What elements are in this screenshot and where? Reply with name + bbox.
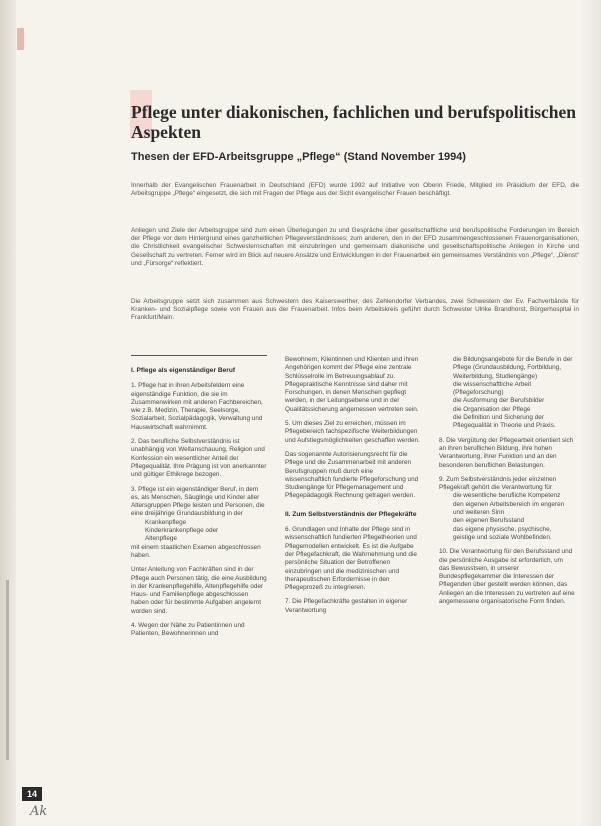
thesis-item: mit einem staatlichen Examen abgeschlossen haben.	[131, 543, 261, 559]
list-item: die Organisation der Pflege	[453, 405, 531, 413]
thesis-item: 3. Pflege ist ein eigenständiger Beruf, in dem es, als Menschen, Säuglinge und Kinder aller Altersgruppen Pflege leisten und Personen, die eine dreijährige Grundausbildung in der	[131, 485, 265, 518]
binding-stripe	[6, 580, 9, 760]
list-item: Altenpflege	[145, 535, 177, 543]
list-item: die Ausformung der Berufsbilder	[453, 397, 545, 405]
list-item: die wesentliche berufliche Kompetenz	[453, 492, 561, 500]
thesis-item: 4. Wegen der Nähe zu Patientinnen und Patienten, Bewohnerinnen und	[131, 622, 245, 638]
list-item: Kinderkrankenpflege oder	[145, 527, 219, 535]
thesis-item: 8. Die Vergütung der Pflegearbeit orientiert sich an ihren beruflichen Bildung, ihre hohen Verantwortung, ihrer Funktion und an den besonderen beruflichen Belastungen.	[439, 436, 574, 469]
thesis-item: 6. Grundlagen und Inhalte der Pflege sind in wissenschaftlich fundierten Pflegetheorien und Pflegemodellen entwickelt. Es ist die Aufgabe der Pflegefachkraft, die Wahrnehmung und die persönliche Situation der Betroffenen einzubringen und die medizinischen und therapeutischen Erfordernisse in den Pflegeprozeß zu integrieren.	[285, 526, 417, 592]
thesis-item: 9. Zum Selbstverständnis jeder einzelnen Pflegekraft gehört die Verantwortung für	[439, 475, 557, 492]
list-item: die Definition und Sicherung der Pflegequalität in Theorie und Praxis.	[453, 414, 556, 430]
section-heading: II. Zum Selbstverständnis der Pflegekräfte	[285, 510, 417, 518]
thesis-item: 7. Die Pflegefachkräfte gestalten in eigener Verantwortung	[285, 598, 408, 614]
list-item: Krankenpflege	[145, 518, 187, 526]
list-item: das eigene physische, psychische, geistige und soziale Wohlbefinden.	[453, 525, 552, 541]
column-1	[131, 367, 267, 645]
intro-paragraph-2: Anliegen und Ziele der Arbeitsgruppe sind zum einen Überlegungen zu und Gespräche über gesellschaftliche und berufspolitische Forderungen im Bereich der Pflege vor dem Hintergrund eines ganzheitlichen Pflegeverständnisses; zum anderen, den in der EFD zusammengeschlossenen Frauenorganisationen, die Christlichkeit evangelischer Schwesternschaften mit einzubringen und gemeinsam diakonische und gesellschaftspolitische Anliegen in Kirche und Gesellschaft zu vertreten. Ferner wird im Blick auf neuere Ansätze und Entwicklungen in der Frauenarbeit ein gemeinsames Verständnis von „Pflege“, „Dienst“ und „Fürsorge“ reflektiert.	[131, 227, 579, 267]
list-item: die Bildungsangebote für die Berufe in der Pflege (Grundausbildung, Fortbildung, Weiterbildung, Studiengänge)	[453, 356, 573, 380]
section-rule	[131, 355, 267, 356]
handwritten-note: Ak	[30, 804, 48, 819]
thesis-item: Unter Anleitung von Fachkräften sind in der Pflege auch Personen tätig, die eine Ausbildung in der Krankenpflegehilfe, Altenpflegehilfe oder Haus- und Familienpflege abgeschlossen haben oder für bestimmte Aufgaben angelernt worden sind.	[131, 566, 267, 615]
intro-paragraph-1: Innerhalb der Evangelischen Frauenarbeit in Deutschland (EFD) wurde 1992 auf Initiative von Oberin Friede, Mitglied im Präsidium der EFD, die Arbeitsgruppe „Pflege“ eingesetzt, die sich mit Fragen der Pflege aus der Sicht evangelischer Frauen beschäftigt.	[131, 182, 579, 198]
list-item: die wissenschaftliche Arbeit (Pflegeforschung)	[453, 380, 532, 397]
page-binding-edge	[0, 0, 16, 826]
section-heading: I. Pflege als eigenständiger Beruf	[131, 367, 236, 374]
list-item: den eigenen Berufsstand	[453, 517, 525, 525]
thesis-item: 5. Um dieses Ziel zu erreichen, müssen im Pflegebereich fachspezifische Weiterbildungen und Aufstiegsmöglichkeiten geschaffen werden.	[285, 420, 420, 444]
red-corner-mark	[17, 28, 24, 50]
page-number: 14	[22, 787, 42, 801]
page-title: Pflege unter diakonischen, fachlichen und berufspolitischen Aspekten	[131, 102, 577, 142]
thesis-item: 2. Das berufliche Selbstverständnis ist unabhängig von Weltanschauung, Religion und Konfession ein wesentlicher Anteil der Pflegequalität. Ihre Prägung ist von anerkannter und gültiger Ethikrege bezogen.	[131, 438, 267, 479]
column-2	[285, 356, 421, 621]
thesis-item: Bewohnern, Klientinnen und Klienten und ihren Angehörigen kommt der Pflege eine zentrale Schlüsselrolle im Betreuungsablauf zu. Pflegepraktische Kenntnisse sind daher mit Forschungen, in denen Menschen gepflegt werden, in der Leitungsebene und in der Qualitätssicherung angemessen vertreten sein.	[285, 356, 419, 413]
thesis-item: 1. Pflege hat in ihren Arbeitsfeldern eine eigenständige Funktion, die sie im Zusammenwirken mit anderen Fachbereichen, wie z.B. Medizin, Therapie, Seelsorge, Sozialarbeit, Sozialpädagogik, Verwaltung und Hauswirtschaft wahrnimmt.	[131, 382, 263, 431]
column-3	[439, 356, 575, 612]
intro-paragraph-3: Die Arbeitsgruppe setzt sich zusammen aus Schwestern des Kaiserswerther, des Zehlendorfer Verbandes, zwei Schwestern der Ev. Fachverbände für Kranken- und Sozialpflege sowie von Frauen aus der Frauenarbeit. Infos beim Arbeitskreis geführt durch Schwester Ulrike Brandhorst, Bürgerhospital in Frankfurt/Main.	[131, 298, 579, 322]
page-subtitle: Thesen der EFD-Arbeitsgruppe „Pflege“ (Stand November 1994)	[131, 151, 466, 163]
thesis-item: 10. Die Verantwortung für den Berufsstand und die persönliche Ausgabe ist erforderlich, um das Bewusstsein, in unserer Bundespflegekammer die Interessen der Pflegenden über gestellt werden können, das Anliegen an die Interessen zu vertreten auf eine angemessene organisatorische Form finden.	[439, 548, 575, 606]
page-shadow	[581, 0, 601, 826]
list-item: den eigenen Arbeitsbereich im engeren und weiteren Sinn	[453, 500, 565, 517]
thesis-item: Das sogenannte Autorisierungsrecht für die Pflege und die Zusammenarbeit mit anderen Berufsgruppen muß durch eine wissenschaftlich fundierte Pflegeforschung und Studiengänge für Pflegemanagement und Pflegepädagogik Rechnung getragen werden.	[285, 450, 419, 500]
